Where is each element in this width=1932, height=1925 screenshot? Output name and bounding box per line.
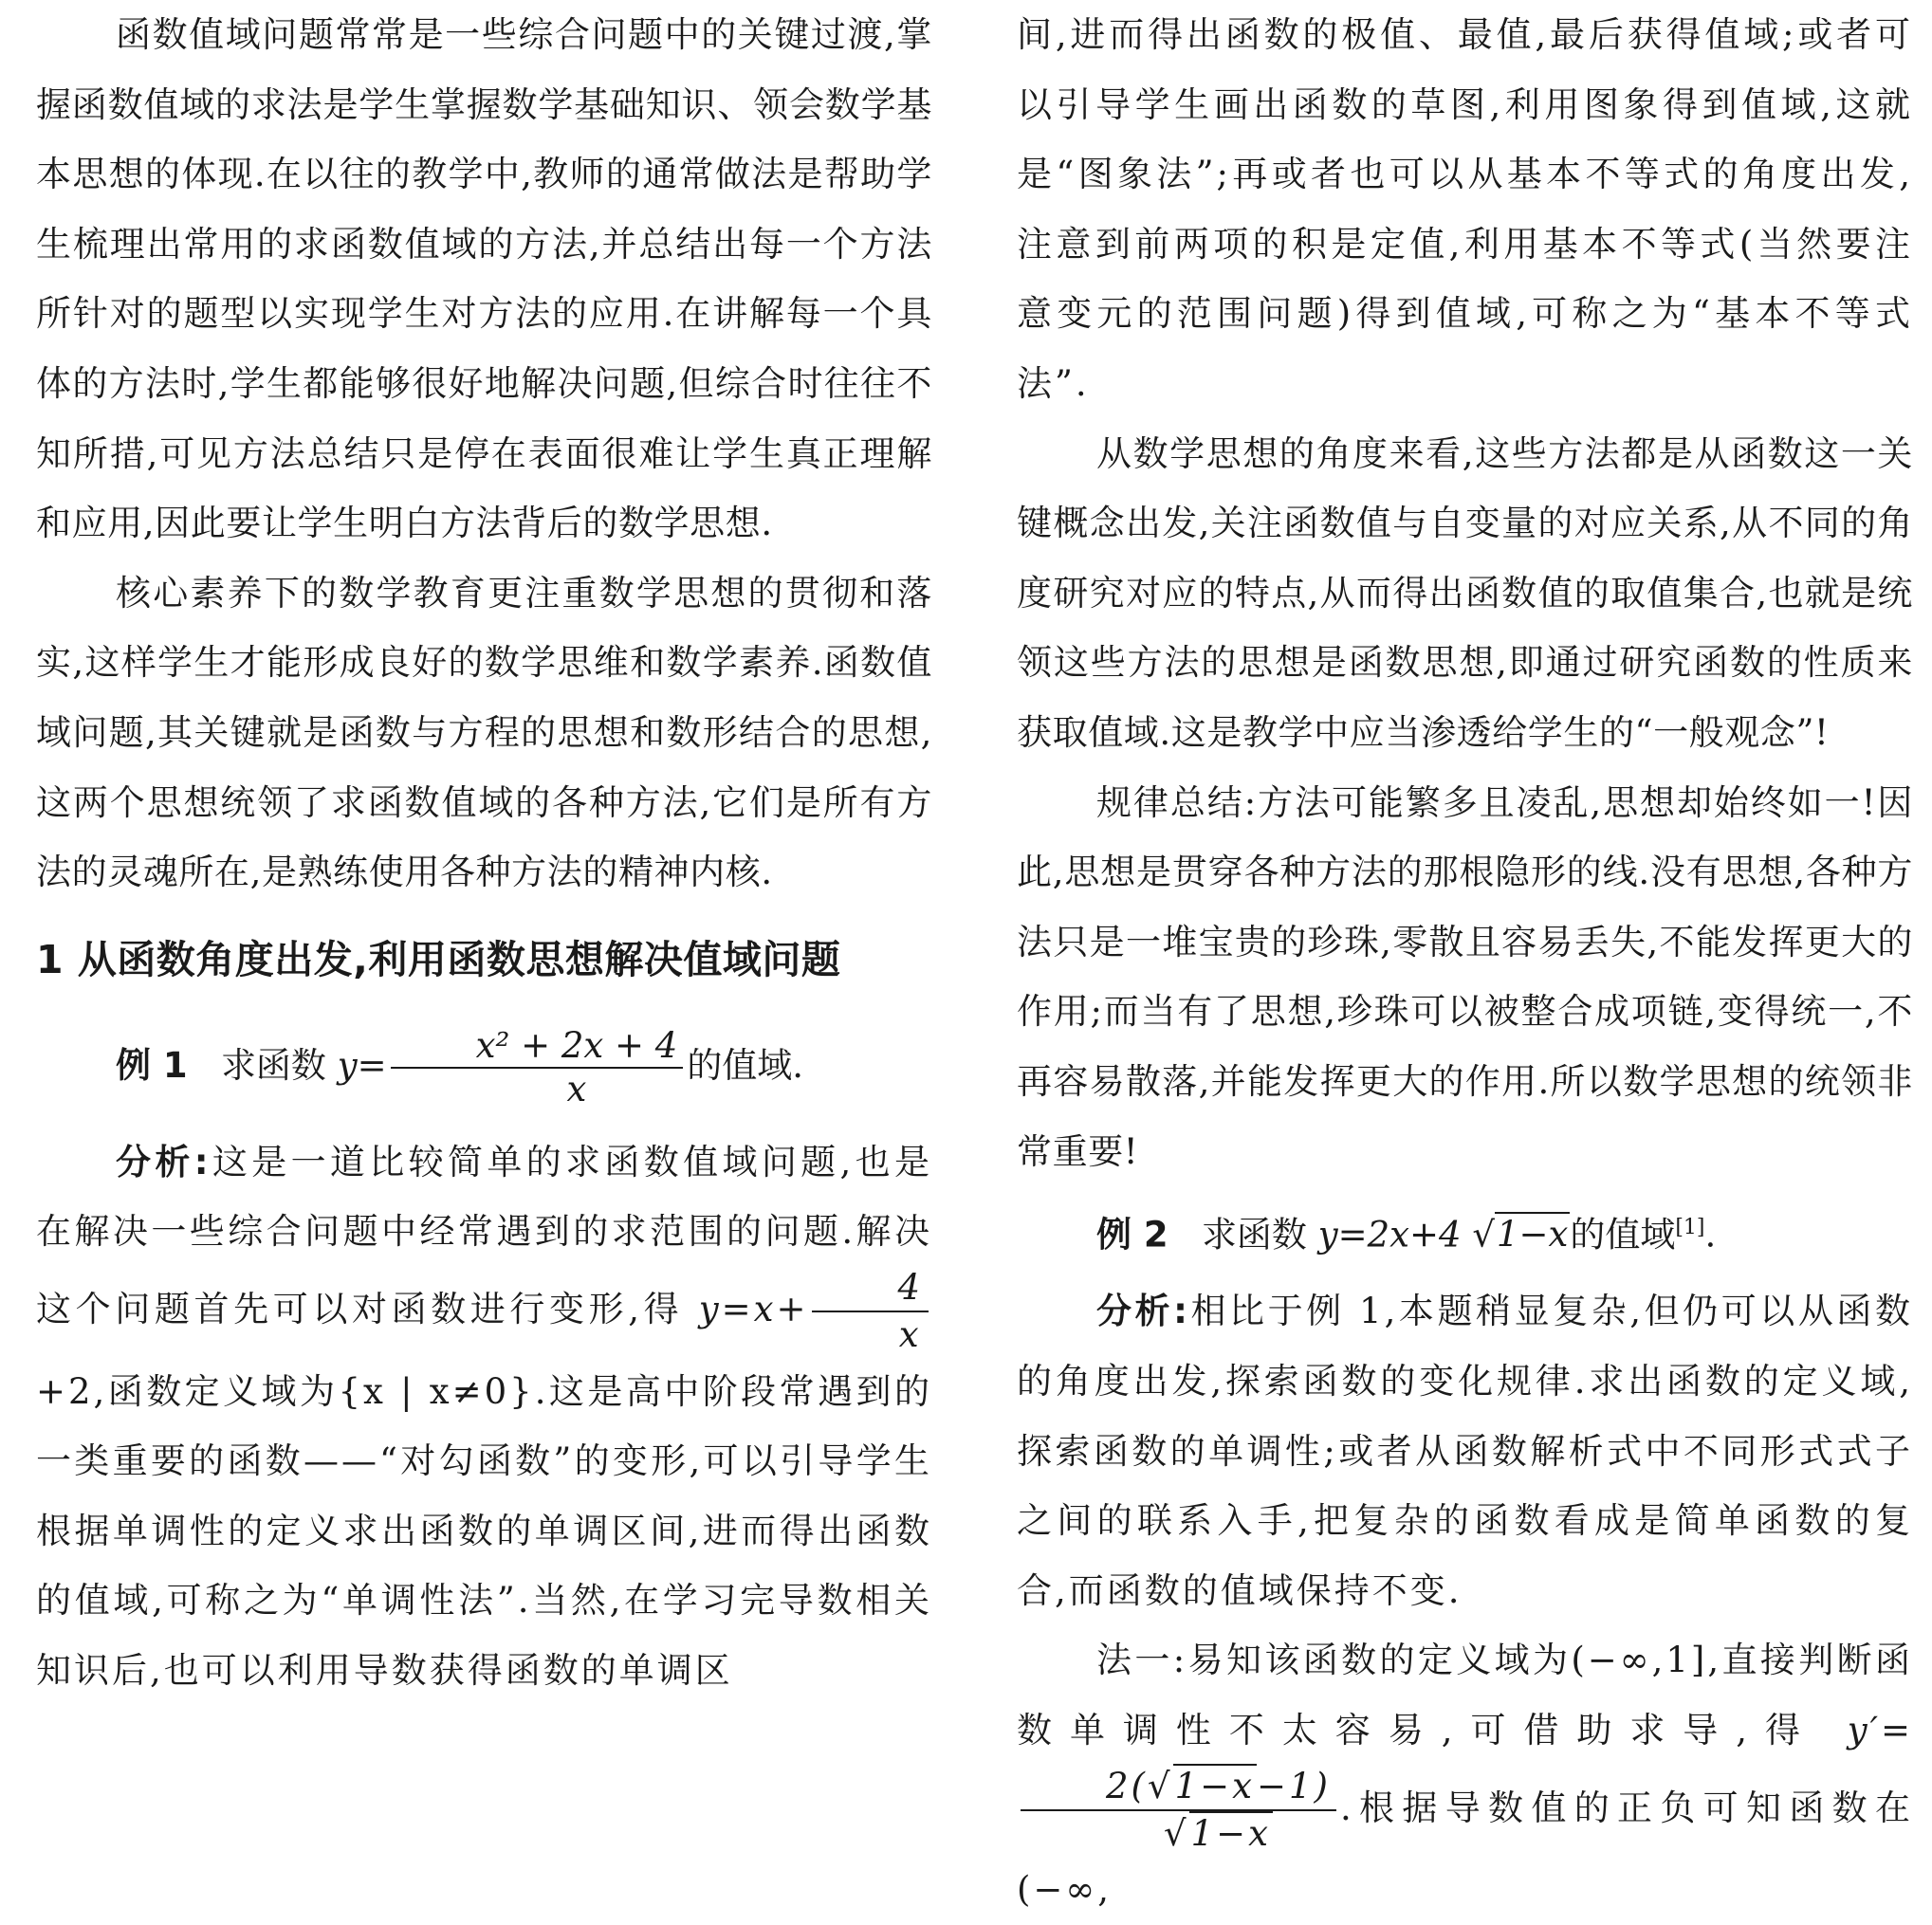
example-text: 的值域. (687, 1044, 804, 1086)
math-expr: y= (337, 1044, 387, 1086)
sqrt-expr: 1−x (1190, 1812, 1271, 1854)
fraction-denominator: x (898, 1314, 922, 1356)
sqrt-expr: 1−x (1496, 1214, 1569, 1256)
method-text: 法一:易知该函数的定义域为(−∞,1],直接判断函数单调性不太容易,可借助求导,得 (1017, 1640, 1913, 1751)
fraction (812, 1267, 929, 1357)
math-expr: y=x+ (698, 1288, 809, 1329)
method-paragraph (1017, 1625, 1913, 1925)
period: . (1704, 1214, 1717, 1256)
num-part: 2( (1106, 1765, 1148, 1806)
fraction-numerator: 2(√1−x−1) (1021, 1766, 1336, 1811)
math-expr: y=2x+4 (1317, 1214, 1462, 1256)
math-expr: y′= (1847, 1709, 1913, 1751)
paragraph: 核心素养下的数学教育更注重数学思想的贯彻和落实,这样学生才能形成良好的数学思维和数学素养.函数值域问题,其关键就是函数与方程的思想和数形结合的思想,这两个思想统领了求函数值域的各种方法,它们是所有方法的灵魂所在,是熟练使用各种方法的精神内核. (36, 572, 932, 893)
analysis-label: 分析: (1096, 1291, 1190, 1332)
example-2: 例 2 求函数 y=2x+4 √1−x的值域[1]. (1096, 1214, 1717, 1256)
example-label: 例 2 (1096, 1214, 1168, 1256)
analysis-label: 分析: (116, 1141, 212, 1182)
analysis-paragraph (1017, 1276, 1913, 1625)
section-heading: 1 从函数角度出发,利用函数思想解决值域问题 (36, 936, 841, 982)
example-text: 求函数 (1201, 1214, 1307, 1256)
analysis-paragraph (36, 1128, 932, 1706)
fraction-numerator: x² + 2x + 4 (391, 1027, 684, 1070)
paragraph: 规律总结:方法可能繁多且凌乱,思想却始终如一!因此,思想是贯穿各种方法的那根隐形的线.没有思想,各种方法只是一堆宝贵的珍珠,零散且容易丢失,不能发挥更大的作用;而当有了思想,珍珠可以被整合成项链,变得统一,不再容易散落,并能发挥更大的作用.所以数学思想的统领非常重要! (1017, 781, 1913, 1172)
example-label: 例 1 (116, 1044, 188, 1086)
paragraph: 间,进而得出函数的极值、最值,最后获得值域;或者可以引导学生画出函数的草图,利用图象得到值域,这就是“图象法”;再或者也可以从基本不等式的角度出发,注意到前两项的积是定值,利用基本不等式(当然要注意变元的范围问题)得到值域,可称之为“基本不等式法”. (1017, 14, 1913, 404)
analysis-text: 相比于例 1,本题稍显复杂,但仍可以从函数的角度出发,探索函数的变化规律.求出函数的定义域,探索函数的单调性;或者从函数解析式中不同形式式子之间的联系入手,把复杂的函数看成是简单函数的复合,而函数的值域保持不变. (1017, 1291, 1913, 1611)
fraction-denominator: x (566, 1069, 587, 1110)
example-1 (36, 1004, 932, 1128)
fraction (391, 1024, 684, 1110)
fraction-denominator: √1−x (1163, 1812, 1271, 1854)
example-text: 求函数 (220, 1044, 326, 1086)
analysis-text: 这是一道比较简单的求函数值域问题,也是在解决一些综合问题中经常遇到的求范围的问题.解决这个问题首先可以对函数进行变形,得 (36, 1141, 933, 1329)
sqrt-expr: 1−x (1174, 1765, 1255, 1806)
paragraph: 从数学思想的角度来看,这些方法都是从函数这一关键概念出发,关注函数值与自变量的对应关系,从不同的角度研究对应的特点,从而得出函数值的取值集合,也就是统领这些方法的思想是函数思想,即通过研究函数的性质来获取值域.这是教学中应当渗透给学生的“一般观念”! (1017, 432, 1913, 753)
analysis-text: +2,函数定义域为{x | x≠0}.这是高中阶段常遇到的一类重要的函数——“对勾函数”的变形,可以引导学生根据单调性的定义求出函数的单调区间,进而得出函数的值域,可称之为“单调性法”.当然,在学习完导数相关知识后,也可以利用导数获得函数的单调区 (36, 1370, 932, 1692)
left-column (36, 0, 932, 1706)
paragraph: 函数值域问题常常是一些综合问题中的关键过渡,掌握函数值域的求法是学生掌握数学基础知识、领会数学基本思想的体现.在以往的教学中,教师的通常做法是帮助学生梳理出常用的求函数值域的方法,并总结出每一个方法所针对的题型以实现学生对方法的应用.在讲解每一个具体的方法时,学生都能够很好地解决问题,但综合时往往不知所措,可见方法总结只是停在表面很难让学生真正理解和应用,因此要让学生明白方法背后的数学思想. (36, 14, 932, 544)
fraction (1021, 1766, 1336, 1856)
num-part: −1) (1256, 1765, 1331, 1806)
citation-ref: [1] (1675, 1216, 1705, 1240)
right-column (1017, 0, 1913, 1925)
method-text: .根据导数值的正负可知函数在(−∞, (1017, 1787, 1913, 1911)
example-text: 的值域 (1570, 1214, 1676, 1256)
fraction-numerator: 4 (812, 1267, 929, 1312)
